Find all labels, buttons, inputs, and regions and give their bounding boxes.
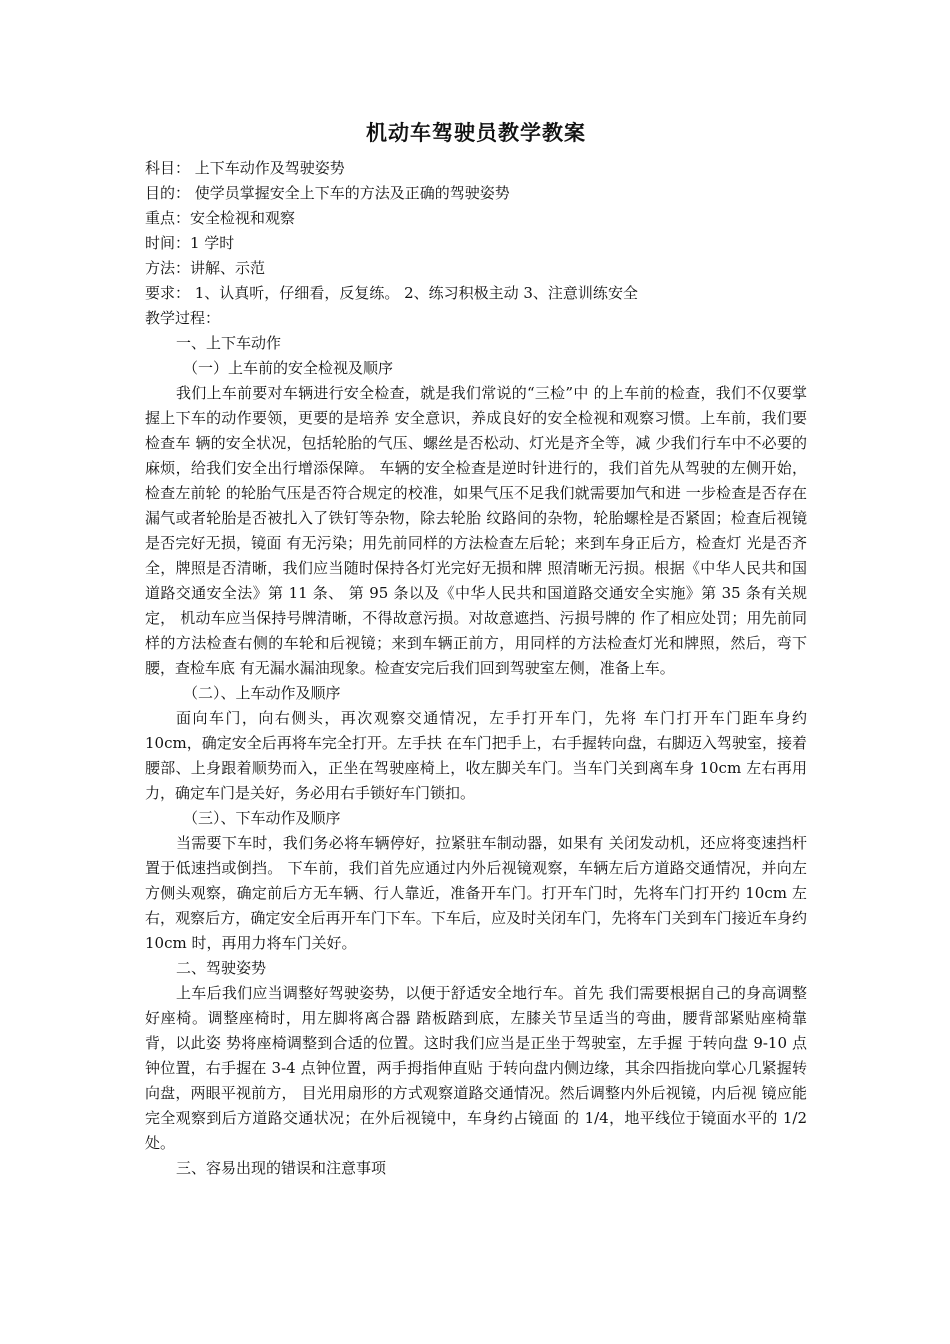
- meta-purpose: 目的： 使学员掌握安全上下车的方法及正确的驾驶姿势: [145, 184, 510, 202]
- document-title: 机动车驾驶员教学教案: [366, 121, 586, 145]
- subsection-heading-1-1: （一）上车前的安全检视及顺序: [183, 359, 394, 377]
- paragraph-1-1: 我们上车前要对车辆进行安全检查，就是我们常说的“三检”中 的上车前的检查，我们不仅要掌握上下车的动作要领，更要的是培养 安全意识，养成良好的安全检视和观察习惯。上车前，我们要检查车 辆的安全状况，包括轮胎的气压、螺丝是否松动、灯光是齐全等，减 少我们行车中不必要的麻烦，给我们安全出行增添保障。 车辆的安全检查是逆时针进行的，我们首先从驾驶的左侧开始，检查左前轮 的轮胎气压是否符合规定的校准，如果气压不足我们就需要加气和进 一步检查是否存在漏气或者轮胎是否被扎入了铁钉等杂物，除去轮胎 纹路间的杂物，轮胎螺栓是否紧固；检查后视镜是否完好无损，镜面 有无污染；用先前同样的方法检查左后轮；来到车身正后方，检查灯 光是否齐全，牌照是否清晰，我们应当随时保持各灯光完好无损和牌 照清晰无污损。根据《中华人民共和国道路交通安全法》第 11 条、 第 95 条以及《中华人民共和国道路交通安全实施》第 35 条有关规定， 机动车应当保持号牌清晰，不得故意污损。对故意遮挡、污损号牌的 作了相应处罚；用先前同样的方法检查右侧的车轮和后视镜；来到车辆正前方，用同样的方法检查灯光和牌照，然后，弯下腰，查检车底 有无漏水漏油现象。检查安完后我们回到驾驶室左侧，准备上车。: [145, 384, 807, 677]
- subsection-heading-1-3: （三）、下车动作及顺序: [183, 809, 341, 827]
- document-page: [145, 118, 807, 1181]
- subsection-heading-1-2: （二）、上车动作及顺序: [183, 684, 341, 702]
- paragraph-1-3: 当需要下车时，我们务必将车辆停好，拉紧驻车制动器，如果有 关闭发动机，还应将变速挡杆置于低速挡或倒挡。 下车前，我们首先应通过内外后视镜观察，车辆左后方道路交通情况，并向左方侧头观察，确定前后方无车辆、行人靠近，准备开车门。打开车门时，先将车门打开约 10cm 左右，观察后方，确定安全后再开车门下车。下车后，应及时关闭车门，先将车门关到车门接近车身约 10cm 时，再用力将车门关好。: [145, 834, 807, 952]
- meta-requirements: 要求： 1、认真听，仔细看，反复练。 2、练习积极主动 3、注意训练安全: [145, 284, 638, 302]
- meta-method: 方法：讲解、示范: [145, 259, 266, 277]
- paragraph-1-2: 面向车门，向右侧头，再次观察交通情况，左手打开车门，先将 车门打开车门距车身约 10cm，确定安全后再将车完全打开。左手扶 在车门把手上，右手握转向盘，右脚迈入驾驶室，接着腰部、上身跟着顺势而入，正坐在驾驶座椅上，收左脚关车门。当车门关到离车身 10cm 左右再用力，确定车门是关好，务必用右手锁好车门锁扣。: [145, 709, 807, 802]
- meta-duration: 时间：1 学时: [145, 234, 235, 252]
- section-heading-1: 一、上下车动作: [176, 334, 282, 352]
- section-heading-3: 三、容易出现的错误和注意事项: [176, 1159, 387, 1177]
- meta-process-label: 教学过程：: [145, 309, 221, 327]
- section-heading-2: 二、驾驶姿势: [176, 959, 267, 977]
- paragraph-2: 上车后我们应当调整好驾驶姿势，以便于舒适安全地行车。首先 我们需要根据自己的身高调整好座椅。调整座椅时，用左脚将离合器 踏板踏到底，左膝关节呈适当的弯曲，腰背部紧贴座椅靠背，以此姿 势将座椅调整到合适的位置。这时我们应当是正坐于驾驶室，左手握 于转向盘 9-10 点钟位置，右手握在 3-4 点钟位置，两手拇指伸直贴 于转向盘内侧边缘，其余四指拢向掌心几紧握转向盘，两眼平视前方， 目光用扇形的方式观察道路交通情况。然后调整内外后视镜，内后视 镜应能完全观察到后方道路交通状况；在外后视镜中，车身约占镜面 的 1/4，地平线位于镜面水平的 1/2 处。: [145, 984, 807, 1152]
- meta-focus: 重点：安全检视和观察: [145, 209, 296, 227]
- meta-subject: 科目： 上下车动作及驾驶姿势: [145, 159, 345, 177]
